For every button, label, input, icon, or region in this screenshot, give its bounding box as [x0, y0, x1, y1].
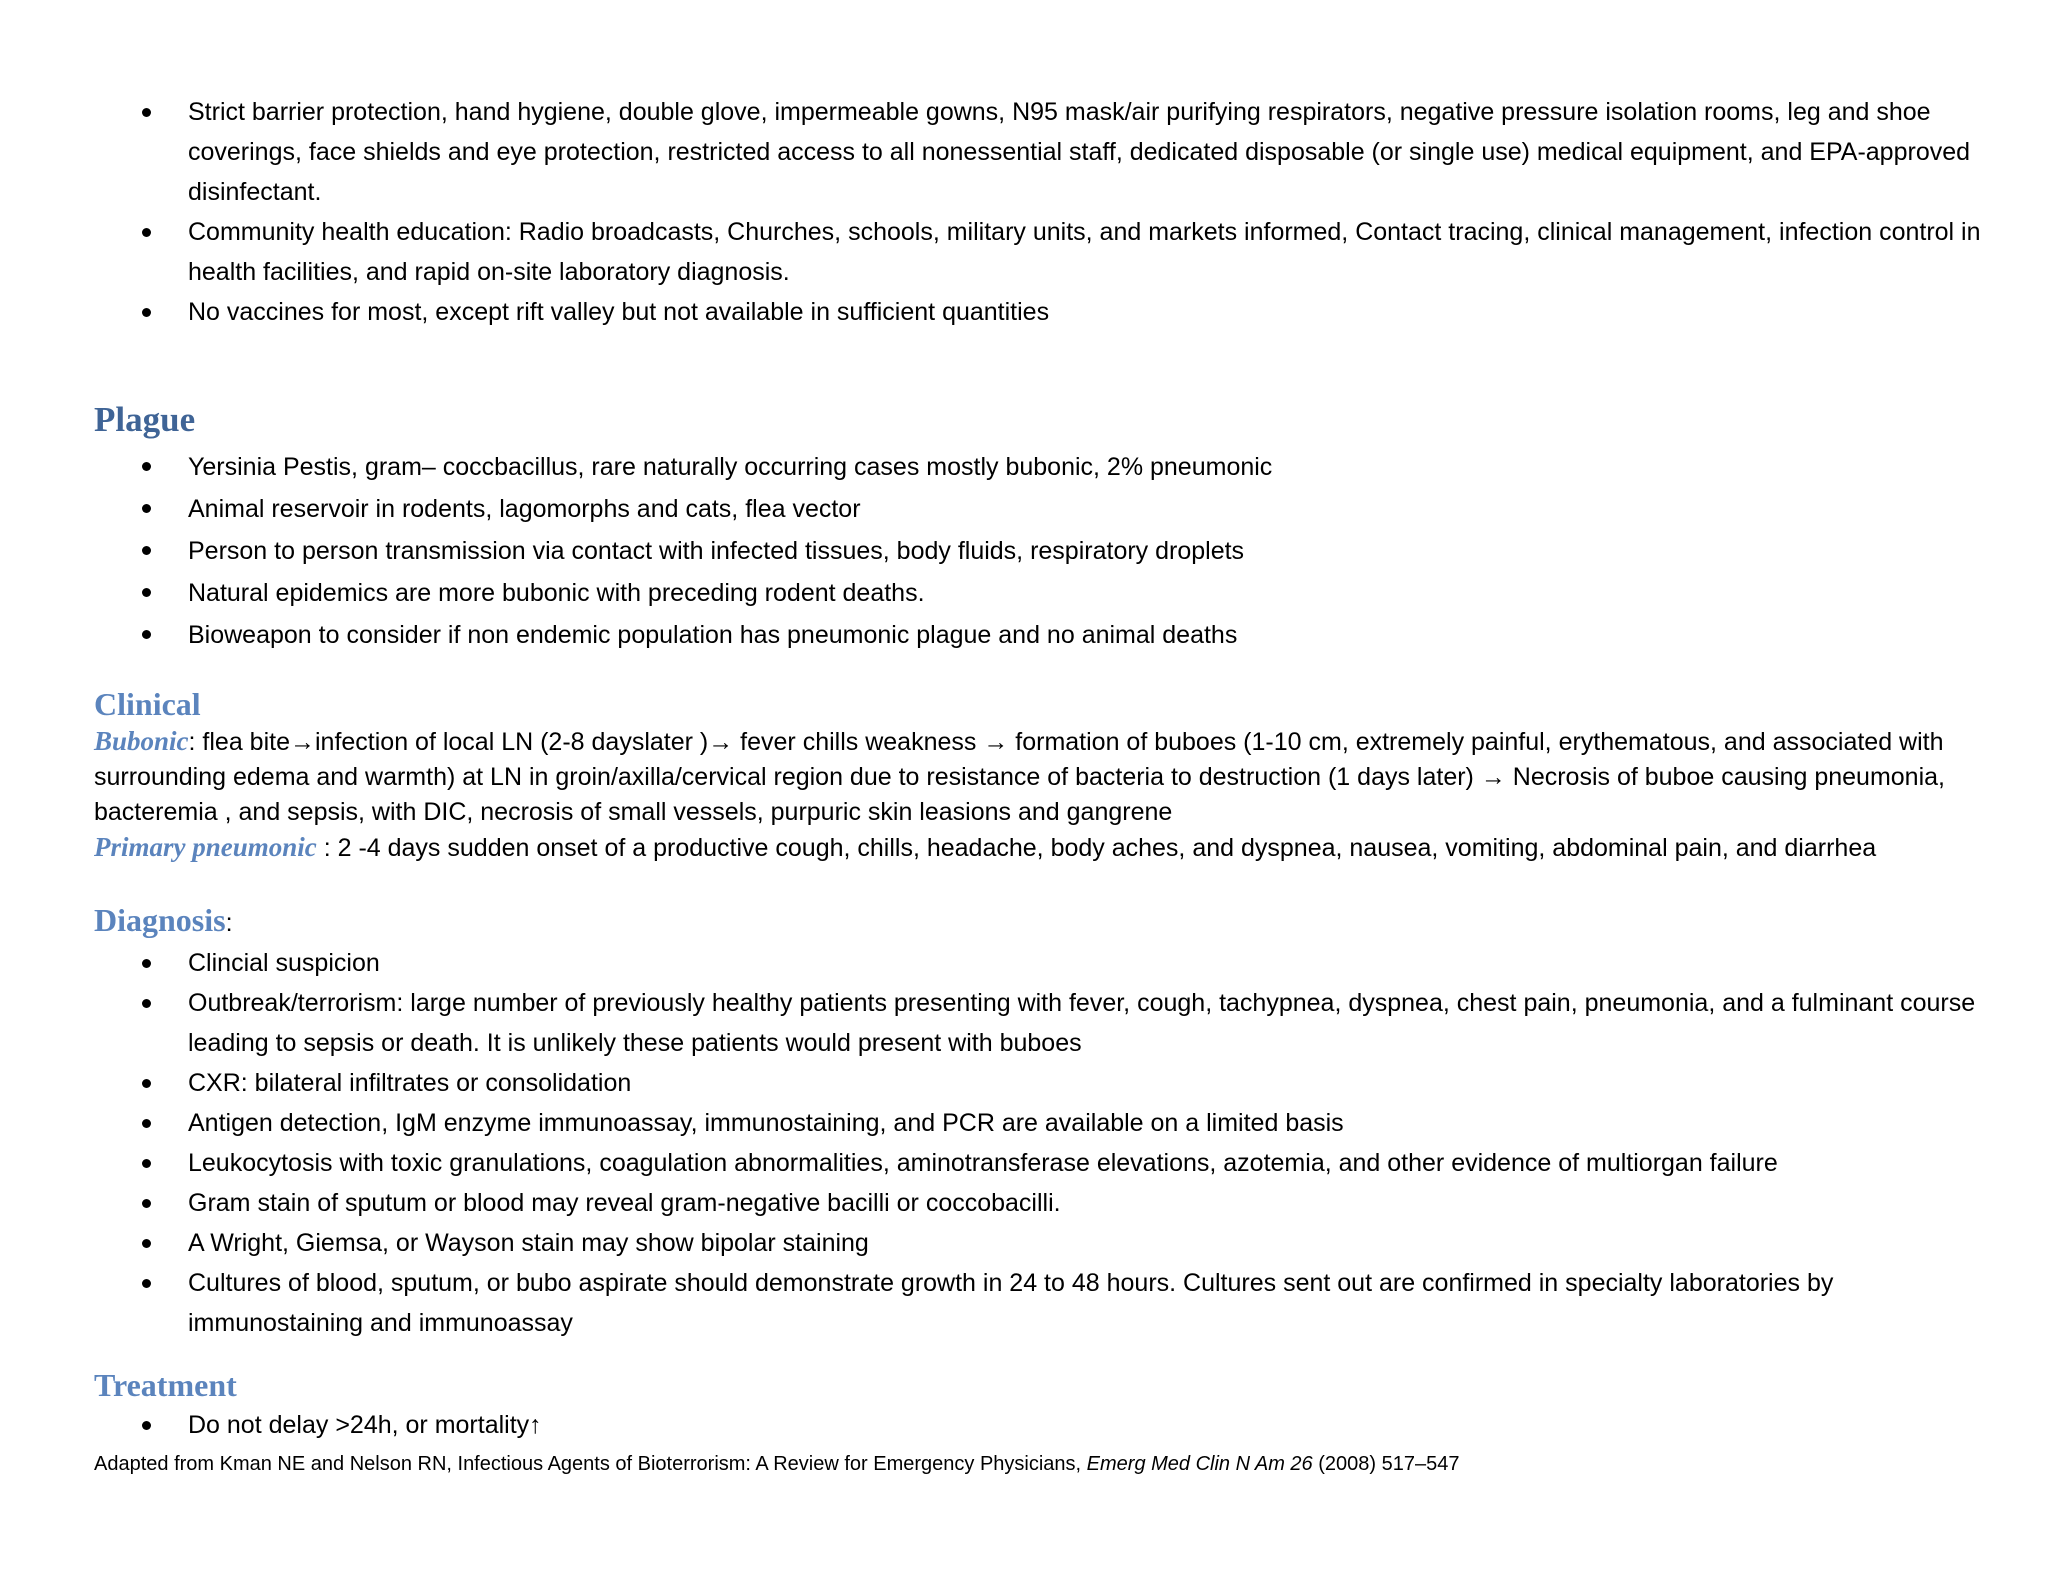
plague-list [94, 446, 1984, 656]
treatment-list [94, 1405, 1984, 1445]
list-item: Clincial suspicion [94, 943, 1984, 983]
bubonic-text: : flea bite→infection of local LN (2-8 dayslater )→ fever chills weakness → formation of buboes (1-10 cm, extremely painful, erythematous, and associated with surrounding edema and warmth) at LN in groin/axilla/cervical region due to resistance of bacteria to destruction (1 days later) → Necrosis of buboe causing pneumonia, bacteremia , and sepsis, with DIC, necrosis of small vessels, purpuric skin leasions and gangrene [94, 728, 1945, 826]
diagnosis-colon: : [225, 909, 233, 937]
list-item: Do not delay >24h, or mortality↑ [94, 1405, 1984, 1445]
citation-footnote [94, 1449, 1984, 1479]
citation-suffix: (2008) 517–547 [1312, 1453, 1460, 1475]
diagnosis-title: Diagnosis [94, 902, 226, 938]
list-item: Leukocytosis with toxic granulations, coagulation abnormalities, aminotransferase elevations, azotemia, and other evidence of multiorgan failure [94, 1143, 1984, 1183]
list-item: CXR: bilateral infiltrates or consolidation [94, 1063, 1984, 1103]
pneumonic-paragraph [94, 830, 1984, 866]
list-item: Natural epidemics are more bubonic with preceding rodent deaths. [94, 572, 1984, 614]
list-item: A Wright, Giemsa, or Wayson stain may show bipolar staining [94, 1223, 1984, 1263]
list-item: Cultures of blood, sputum, or bubo aspirate should demonstrate growth in 24 to 48 hours. Cultures sent out are confirmed in specialty laboratories by immunostaining and immunoassay [94, 1263, 1984, 1343]
document-page [94, 92, 1984, 1479]
prevention-list [94, 92, 1984, 332]
list-item: Antigen detection, IgM enzyme immunoassay, immunostaining, and PCR are available on a limited basis [94, 1103, 1984, 1143]
bubonic-paragraph [94, 724, 1984, 830]
pneumonic-text: : 2 -4 days sudden onset of a productive cough, chills, headache, body aches, and dyspnea, nausea, vomiting, abdominal pain, and diarrhea [316, 834, 1877, 862]
clinical-heading: Clinical [94, 686, 201, 722]
list-item: No vaccines for most, except rift valley but not available in sufficient quantities [94, 292, 1984, 332]
list-item: Community health education: Radio broadcasts, Churches, schools, military units, and markets informed, Contact tracing, clinical management, infection control in health facilities, and rapid on-site laboratory diagnosis. [94, 212, 1984, 292]
pneumonic-term: Primary pneumonic [94, 832, 317, 862]
citation-prefix: Adapted from Kman NE and Nelson RN, Infectious Agents of Bioterrorism: A Review for Emergency Physicians, [94, 1453, 1087, 1475]
treatment-heading: Treatment [94, 1367, 237, 1403]
list-item: Gram stain of sputum or blood may reveal gram-negative bacilli or coccobacilli. [94, 1183, 1984, 1223]
list-item: Yersinia Pestis, gram– coccbacillus, rare naturally occurring cases mostly bubonic, 2% pneumonic [94, 446, 1984, 488]
list-item: Outbreak/terrorism: large number of previously healthy patients presenting with fever, cough, tachypnea, dyspnea, chest pain, pneumonia, and a fulminant course leading to sepsis or death. It is unlikely these patients would present with buboes [94, 983, 1984, 1063]
list-item: Animal reservoir in rodents, lagomorphs and cats, flea vector [94, 488, 1984, 530]
list-item: Bioweapon to consider if non endemic population has pneumonic plague and no animal deaths [94, 614, 1984, 656]
list-item: Person to person transmission via contact with infected tissues, body fluids, respiratory droplets [94, 530, 1984, 572]
plague-heading: Plague [94, 400, 196, 439]
citation-journal: Emerg Med Clin N Am 26 [1086, 1453, 1313, 1475]
diagnosis-list [94, 943, 1984, 1343]
diagnosis-heading [94, 900, 1984, 943]
list-item: Strict barrier protection, hand hygiene, double glove, impermeable gowns, N95 mask/air purifying respirators, negative pressure isolation rooms, leg and shoe coverings, face shields and eye protection, restricted access to all nonessential staff, dedicated disposable (or single use) medical equipment, and EPA-approved disinfectant. [94, 92, 1984, 212]
bubonic-term: Bubonic [94, 726, 189, 756]
